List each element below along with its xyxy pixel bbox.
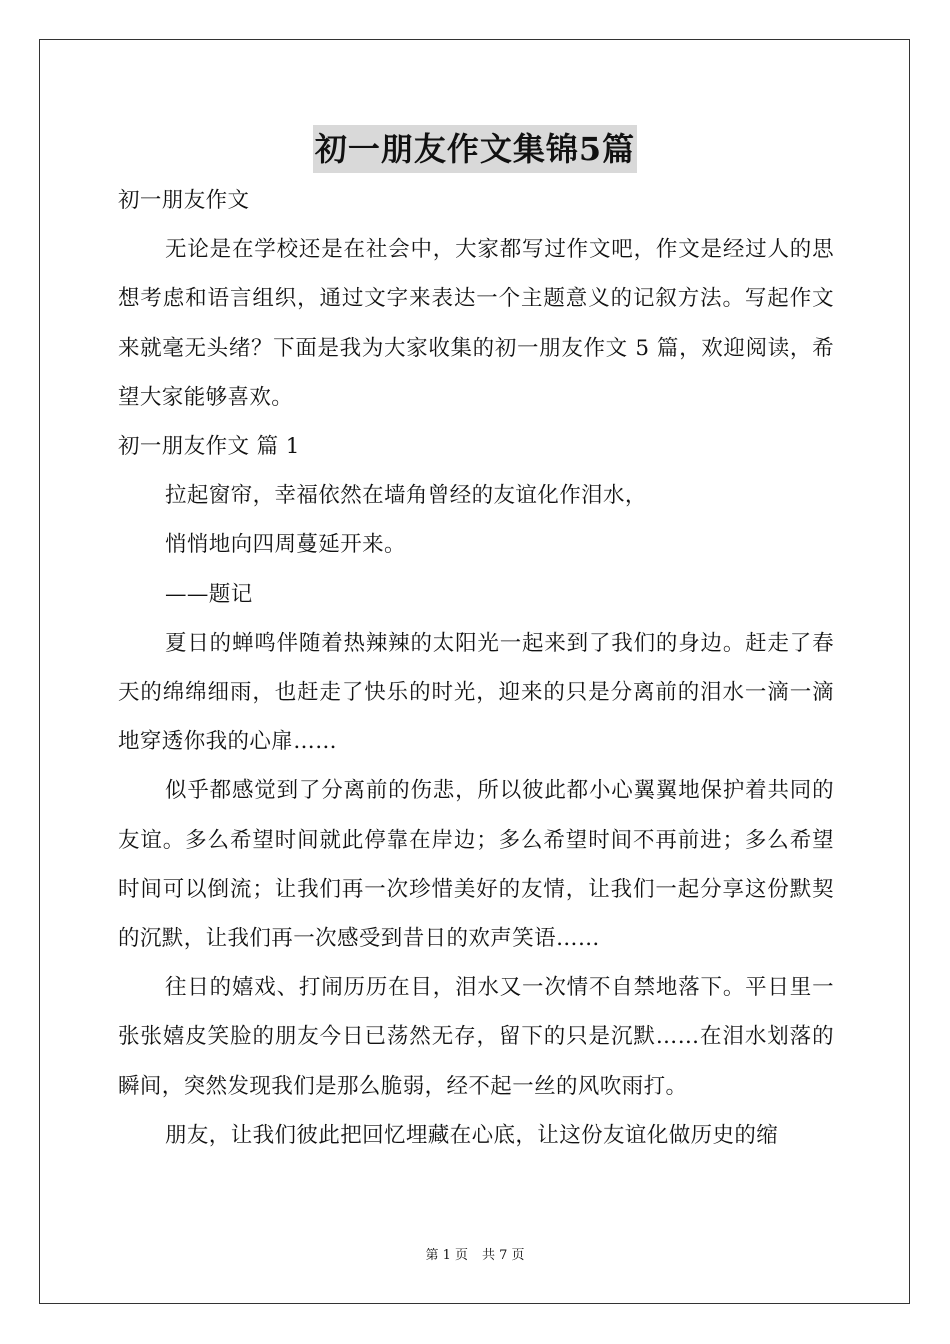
epigraph-attribution: ——题记 (165, 581, 253, 607)
paragraph: 似乎都感觉到了分离前的伤悲，所以彼此都小心翼翼地保护着共同的友谊。多么希望时间就此停靠在岸边；多么希望时间不再前进；多么希望时间可以倒流；让我们再一次珍惜美好的友情，让我们一起分享这份默契的沉默，让我们再一次感受到昔日的欢声笑语…… (118, 778, 834, 952)
page-footer (0, 1246, 950, 1266)
paragraph: 朋友，让我们彼此把回忆埋藏在心底，让这份友谊化做历史的缩 (165, 1122, 779, 1148)
document-title: 初一朋友作文集锦5篇 (313, 125, 637, 173)
page-total: 共 7 页 (482, 1248, 525, 1263)
document-body (118, 176, 834, 1160)
paragraph: 悄悄地向四周蔓延开来。 (165, 532, 406, 558)
paragraph: 无论是在学校还是在社会中，大家都写过作文吧，作文是经过人的思想考虑和语言组织，通过文字来表达一个主题意义的记叙方法。写起作文来就毫无头绪？下面是我为大家收集的初一朋友作文 5 篇，欢迎阅读，希望大家能够喜欢。 (118, 237, 834, 410)
title-container (0, 125, 950, 173)
section-heading: 初一朋友作文 篇 1 (118, 434, 300, 460)
page-number: 第 1 页 (425, 1248, 468, 1263)
paragraph: 往日的嬉戏、打闹历历在目，泪水又一次情不自禁地落下。平日里一张张嬉皮笑脸的朋友今日已荡然无存，留下的只是沉默……在泪水划落的瞬间，突然发现我们是那么脆弱，经不起一丝的风吹雨打。 (118, 975, 834, 1099)
paragraph: 拉起窗帘，幸福依然在墙角曾经的友谊化作泪水， (165, 483, 647, 509)
paragraph: 初一朋友作文 (118, 188, 250, 213)
paragraph: 夏日的蝉鸣伴随着热辣辣的太阳光一起来到了我们的身边。赶走了春天的绵绵细雨，也赶走了快乐的时光，迎来的只是分离前的泪水一滴一滴地穿透你我的心扉…… (118, 630, 834, 755)
